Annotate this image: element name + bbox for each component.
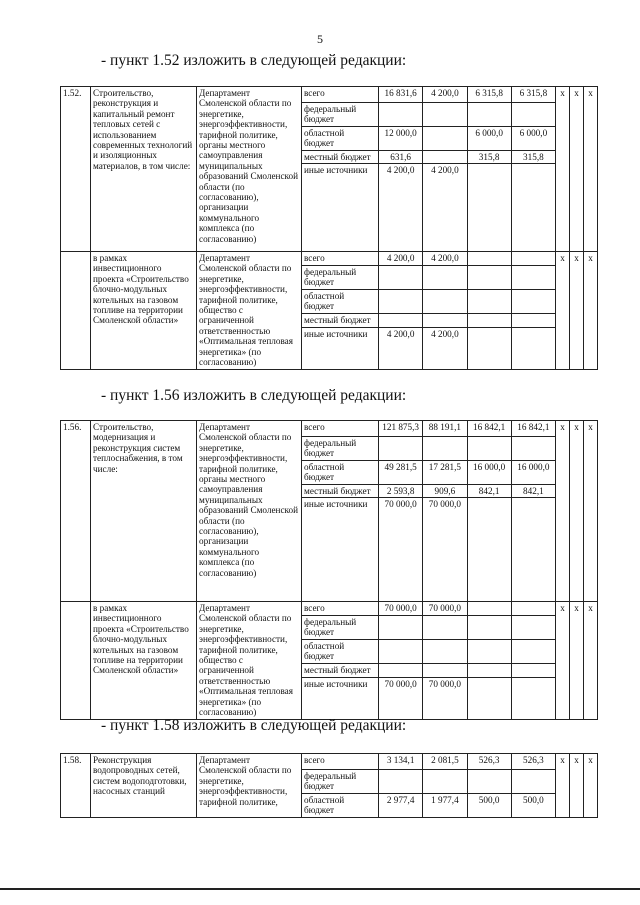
page-number: 5 — [317, 32, 323, 46]
indicator-mark-cell: x — [570, 87, 584, 252]
amount-cell: 70 000,0 — [423, 498, 467, 602]
funding-source-cell: областной бюджет — [302, 289, 379, 313]
executor-cell: Департамент Смоленской области по энергетике, энергоэффективности, тарифной политике, — [197, 754, 302, 818]
amount-cell — [511, 615, 555, 639]
indicator-mark-cell: x — [584, 754, 598, 818]
amount-cell — [467, 327, 511, 369]
item-name-cell: в рамках инвестиционного проекта «Строительство блочно-модульных котельных на газовом топливе на территории Смоленской области» — [91, 602, 197, 719]
funding-source-cell: областной бюджет — [302, 126, 379, 150]
amount-cell — [379, 770, 423, 794]
amount-cell: 70 000,0 — [423, 602, 467, 616]
amount-cell — [511, 314, 555, 328]
amount-cell — [423, 126, 467, 150]
indicator-mark-cell: x — [556, 421, 570, 602]
amount-cell — [467, 164, 511, 252]
amount-cell — [423, 289, 467, 313]
item-number-cell: 1.58. — [61, 754, 91, 818]
amount-cell: 909,6 — [423, 484, 467, 497]
amount-cell — [467, 677, 511, 719]
executor-cell: Департамент Смоленской области по энергетике, энергоэффективности, тарифной политике, органы местного самоуправления муниципальных образований Смоленской области (по согласованию), организации коммунального комплекса (по согласованию) — [197, 87, 302, 252]
funding-source-cell: иные источники — [302, 498, 379, 602]
amount-cell: 6 315,8 — [467, 87, 511, 103]
amount-cell: 315,8 — [511, 150, 555, 163]
section-heading: - пункт 1.58 изложить в следующей редакции: — [101, 717, 407, 734]
table-row — [61, 252, 598, 266]
amount-cell — [511, 677, 555, 719]
amount-cell: 16 842,1 — [511, 421, 555, 437]
amount-cell: 88 191,1 — [423, 421, 467, 437]
amount-cell — [467, 639, 511, 663]
amount-cell: 16 842,1 — [467, 421, 511, 437]
indicator-mark-cell: x — [570, 421, 584, 602]
amount-cell: 842,1 — [511, 484, 555, 497]
item-name-cell: Строительство, реконструкция и капитальный ремонт тепловых сетей с использованием современных технологий и изоляционных материалов, в том числе: — [91, 87, 197, 252]
amount-cell — [467, 664, 511, 678]
amount-cell: 16 000,0 — [467, 460, 511, 484]
funding-source-cell: всего — [302, 754, 379, 770]
amount-cell — [511, 327, 555, 369]
amount-cell: 70 000,0 — [423, 677, 467, 719]
funding-source-cell: областной бюджет — [302, 793, 379, 817]
amount-cell: 2 977,4 — [379, 793, 423, 817]
amount-cell: 4 200,0 — [423, 87, 467, 103]
amount-cell — [467, 615, 511, 639]
amount-cell: 2 593,8 — [379, 484, 423, 497]
amount-cell: 49 281,5 — [379, 460, 423, 484]
amount-cell: 4 200,0 — [379, 164, 423, 252]
amount-cell — [467, 314, 511, 328]
amount-cell — [467, 103, 511, 127]
funding-source-cell: местный бюджет — [302, 150, 379, 163]
amount-cell — [511, 770, 555, 794]
indicator-mark-cell: x — [556, 87, 570, 252]
amount-cell — [467, 289, 511, 313]
section-heading: - пункт 1.52 изложить в следующей редакции: — [101, 52, 407, 69]
amount-cell — [511, 252, 555, 266]
amount-cell — [423, 664, 467, 678]
indicator-mark-cell: x — [570, 754, 584, 818]
amount-cell — [511, 437, 555, 461]
executor-cell: Департамент Смоленской области по энергетике, энергоэффективности, тарифной политике, органы местного самоуправления муниципальных образований Смоленской области (по согласованию), организации коммунального комплекса (по согласованию) — [197, 421, 302, 602]
indicator-mark-cell: x — [556, 602, 570, 719]
amount-cell: 6 315,8 — [511, 87, 555, 103]
amount-cell: 70 000,0 — [379, 677, 423, 719]
amount-cell: 12 000,0 — [379, 126, 423, 150]
indicator-mark-cell: x — [556, 252, 570, 369]
amount-cell — [423, 150, 467, 163]
amount-cell — [379, 265, 423, 289]
amount-cell — [423, 103, 467, 127]
amount-cell — [379, 639, 423, 663]
funding-source-cell: местный бюджет — [302, 664, 379, 678]
item-number-cell — [61, 602, 91, 719]
amount-cell: 4 200,0 — [423, 327, 467, 369]
amount-cell — [511, 639, 555, 663]
table-row — [61, 754, 598, 770]
funding-source-cell: федеральный бюджет — [302, 615, 379, 639]
funding-source-cell: федеральный бюджет — [302, 265, 379, 289]
indicator-mark-cell: x — [584, 252, 598, 369]
item-number-cell — [61, 252, 91, 369]
item-name-cell: Реконструкция водопроводных сетей, систем водоподготовки, насосных станций — [91, 754, 197, 818]
amount-cell — [467, 437, 511, 461]
bottom-rule — [0, 888, 640, 890]
amount-cell — [423, 615, 467, 639]
amount-cell — [467, 498, 511, 602]
indicator-mark-cell: x — [584, 421, 598, 602]
amount-cell — [423, 265, 467, 289]
indicator-mark-cell: x — [570, 602, 584, 719]
funding-source-cell: федеральный бюджет — [302, 437, 379, 461]
amount-cell: 526,3 — [511, 754, 555, 770]
funding-source-cell: иные источники — [302, 327, 379, 369]
amount-cell: 842,1 — [467, 484, 511, 497]
indicator-mark-cell: x — [584, 87, 598, 252]
amount-cell — [379, 615, 423, 639]
funding-source-cell: местный бюджет — [302, 314, 379, 328]
amount-cell — [467, 265, 511, 289]
funding-source-cell: местный бюджет — [302, 484, 379, 497]
amount-cell — [379, 664, 423, 678]
amount-cell: 500,0 — [467, 793, 511, 817]
amount-cell: 70 000,0 — [379, 602, 423, 616]
amount-cell: 70 000,0 — [379, 498, 423, 602]
amount-cell: 16 831,6 — [379, 87, 423, 103]
amount-cell — [467, 602, 511, 616]
amount-cell — [423, 437, 467, 461]
amount-cell: 315,8 — [467, 150, 511, 163]
amount-cell — [511, 164, 555, 252]
amount-cell — [511, 289, 555, 313]
amount-cell — [379, 289, 423, 313]
amount-cell: 17 281,5 — [423, 460, 467, 484]
indicator-mark-cell: x — [584, 602, 598, 719]
funding-source-cell: иные источники — [302, 164, 379, 252]
amount-cell: 2 081,5 — [423, 754, 467, 770]
amount-cell — [467, 770, 511, 794]
amount-cell — [423, 314, 467, 328]
amount-cell: 526,3 — [467, 754, 511, 770]
funding-source-cell: федеральный бюджет — [302, 770, 379, 794]
amount-cell — [511, 602, 555, 616]
amount-cell: 1 977,4 — [423, 793, 467, 817]
funding-source-cell: всего — [302, 252, 379, 266]
indicator-mark-cell: x — [556, 754, 570, 818]
amount-cell: 3 134,1 — [379, 754, 423, 770]
amount-cell — [423, 639, 467, 663]
amount-cell: 16 000,0 — [511, 460, 555, 484]
item-name-cell: Строительство, модернизация и реконструкция систем теплоснабжения, в том числе: — [91, 421, 197, 602]
program-table — [60, 420, 598, 720]
amount-cell — [467, 252, 511, 266]
amount-cell: 121 875,3 — [379, 421, 423, 437]
amount-cell: 500,0 — [511, 793, 555, 817]
amount-cell — [511, 103, 555, 127]
table-row — [61, 87, 598, 103]
program-table — [60, 86, 598, 370]
funding-source-cell: областной бюджет — [302, 460, 379, 484]
funding-source-cell: федеральный бюджет — [302, 103, 379, 127]
amount-cell: 4 200,0 — [423, 252, 467, 266]
executor-cell: Департамент Смоленской области по энергетике, энергоэффективности, тарифной политике, общество с ограниченной ответственностью «Оптимальная тепловая энергетика» (по согласованию) — [197, 602, 302, 719]
amount-cell — [379, 314, 423, 328]
funding-source-cell: иные источники — [302, 677, 379, 719]
item-name-cell: в рамках инвестиционного проекта «Строительство блочно-модульных котельных на газовом топливе на территории Смоленской области» — [91, 252, 197, 369]
section-heading: - пункт 1.56 изложить в следующей редакции: — [101, 387, 407, 404]
amount-cell: 6 000,0 — [467, 126, 511, 150]
amount-cell — [511, 265, 555, 289]
indicator-mark-cell: x — [570, 252, 584, 369]
amount-cell: 4 200,0 — [423, 164, 467, 252]
amount-cell — [511, 664, 555, 678]
amount-cell — [379, 103, 423, 127]
table-row — [61, 602, 598, 616]
amount-cell: 4 200,0 — [379, 252, 423, 266]
amount-cell: 4 200,0 — [379, 327, 423, 369]
item-number-cell: 1.52. — [61, 87, 91, 252]
funding-source-cell: всего — [302, 421, 379, 437]
funding-source-cell: всего — [302, 602, 379, 616]
amount-cell: 631,6 — [379, 150, 423, 163]
amount-cell: 6 000,0 — [511, 126, 555, 150]
item-number-cell: 1.56. — [61, 421, 91, 602]
funding-source-cell: областной бюджет — [302, 639, 379, 663]
amount-cell — [379, 437, 423, 461]
executor-cell: Департамент Смоленской области по энергетике, энергоэффективности, тарифной политике, общество с ограниченной ответственностью «Оптимальная тепловая энергетика» (по согласованию) — [197, 252, 302, 369]
amount-cell — [423, 770, 467, 794]
program-table — [60, 753, 598, 818]
funding-source-cell: всего — [302, 87, 379, 103]
amount-cell — [511, 498, 555, 602]
table-row — [61, 421, 598, 437]
